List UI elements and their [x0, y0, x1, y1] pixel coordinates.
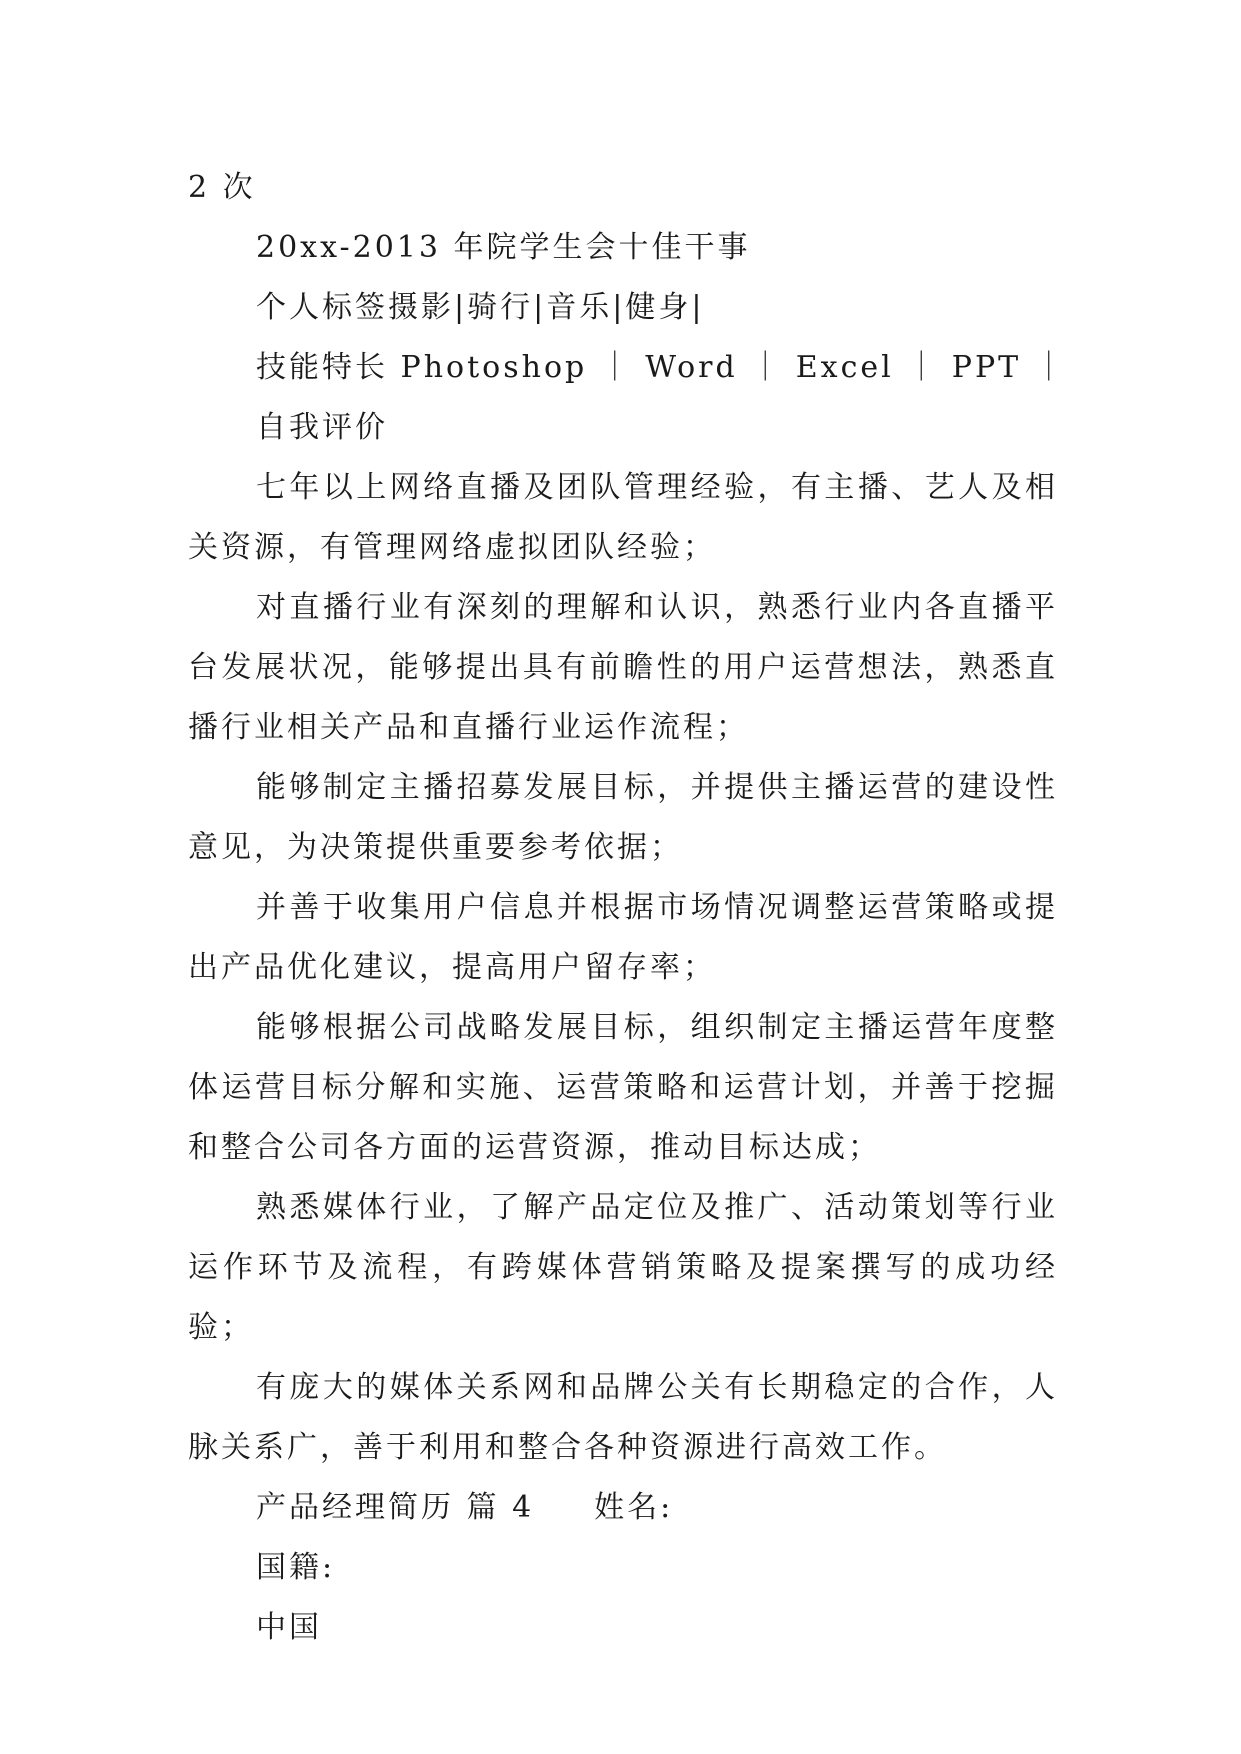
document-body	[188, 158, 1067, 1658]
resume-heading: 产品经理简历 篇 4	[256, 1490, 535, 1525]
paragraph-4: 并善于收集用户信息并根据市场情况调整运营策略或提出产品优化建议，提高用户留存率；	[188, 890, 1058, 985]
award-line: 20xx-2013 年院学生会十佳干事	[256, 230, 751, 265]
resume-heading-line	[188, 1478, 1058, 1538]
section-title: 自我评价	[256, 410, 388, 445]
paragraph-7: 有庞大的媒体关系网和品牌公关有长期稳定的合作，人脉关系广，善于利用和整合各种资源进行高效工作。	[188, 1370, 1058, 1465]
paragraph-1: 七年以上网络直播及团队管理经验，有主播、艺人及相关资源，有管理网络虚拟团队经验；	[188, 470, 1058, 565]
paragraph-6: 熟悉媒体行业，了解产品定位及推广、活动策划等行业运作环节及流程，有跨媒体营销策略及提案撰写的成功经验；	[188, 1190, 1058, 1345]
skills-line: 技能特长 Photoshop ｜ Word ｜ Excel ｜ PPT ｜	[256, 350, 1067, 385]
nationality-label: 国籍:	[256, 1550, 336, 1585]
paragraph-2: 对直播行业有深刻的理解和认识，熟悉行业内各直播平台发展状况，能够提出具有前瞻性的用户运营想法，熟悉直播行业相关产品和直播行业运作流程；	[188, 590, 1058, 745]
name-label: 姓名:	[594, 1490, 674, 1525]
paragraph-3: 能够制定主播招募发展目标，并提供主播运营的建设性意见，为决策提供重要参考依据；	[188, 770, 1058, 865]
nationality-value: 中国	[256, 1610, 322, 1645]
paragraph-5: 能够根据公司战略发展目标，组织制定主播运营年度整体运营目标分解和实施、运营策略和运营计划，并善于挖掘和整合公司各方面的运营资源，推动目标达成；	[188, 1010, 1058, 1165]
count-line: 2 次	[188, 170, 256, 205]
personal-tags-line: 个人标签摄影|骑行|音乐|健身|	[256, 290, 705, 325]
